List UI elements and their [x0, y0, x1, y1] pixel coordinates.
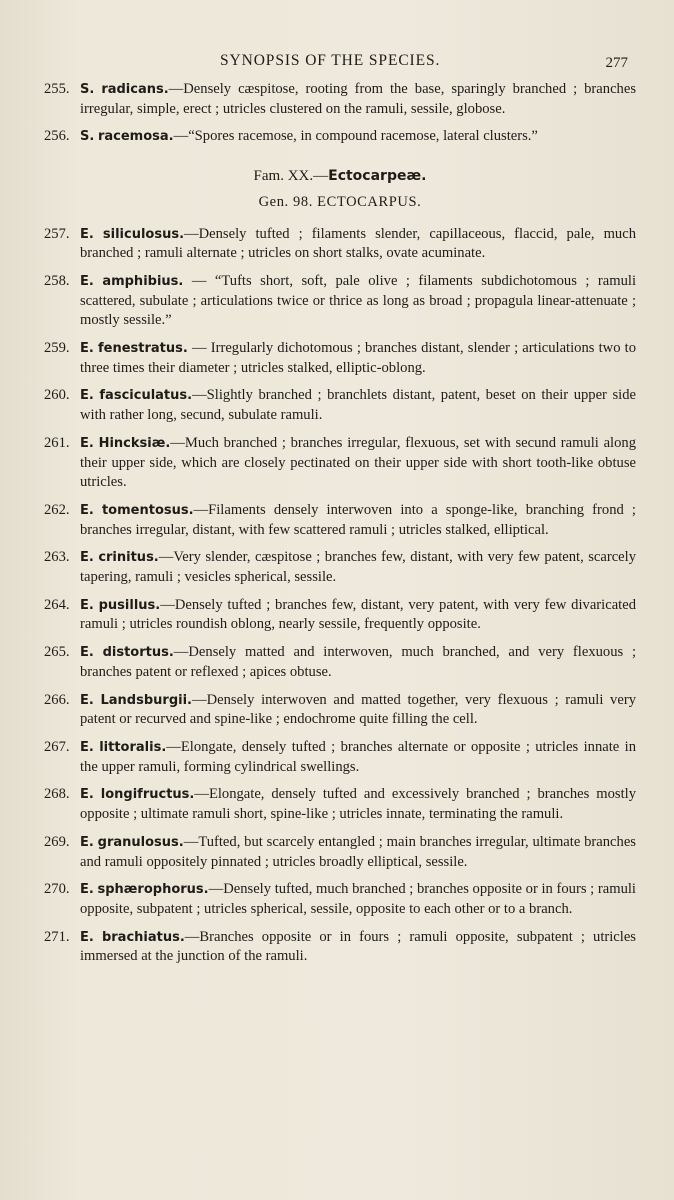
species-name: littoralis. [99, 739, 167, 755]
species-number: 255. [44, 81, 70, 97]
species-number: 271. [44, 928, 70, 945]
species-description [80, 691, 636, 730]
genus-abbrev: E. [80, 739, 94, 755]
species-entry [44, 225, 636, 264]
species-text: — “Tufts short, soft, pale olive ; filaments subdichotomous ; ramuli scattered, subulate ; articulations twice or thrice as long as broad ; propagula linear-attenuate ; mostly sessile.” [80, 272, 636, 329]
species-name: fasciculatus. [99, 388, 193, 404]
species-number: 258. [44, 272, 70, 289]
species-name: brachiatus. [101, 929, 185, 945]
species-text: —Slightly branched ; branchlets distant, patent, beset on their upper side with rather long, secund, subulate ramuli. [80, 387, 636, 424]
species-entry [44, 785, 636, 824]
species-entry [44, 548, 636, 587]
species-name: tomentosus. [101, 502, 194, 518]
species-number: 256. [44, 128, 70, 145]
species-text: —Tufted, but scarcely entangled ; main branches irregular, ultimate branches and ramuli oppositely pinnated ; utricles broadly elliptical, sessile. [80, 833, 636, 870]
genus-abbrev: E. [80, 929, 94, 945]
species-text: —Densely interwoven and matted together, very flexuous ; ramuli very patent or recurved and spine-like ; endochrome quite filling the cell. [80, 691, 636, 728]
genus-abbrev: E. [80, 273, 94, 289]
species-list-top [44, 80, 636, 147]
species-description [80, 127, 636, 147]
species-text: —Filaments densely interwoven into a sponge-like, branching frond ; branches irregular, distant, with few scattered ramuli ; utricles stalked, elliptical. [80, 501, 636, 538]
species-text: —Densely tufted ; filaments slender, capillaceous, flaccid, pale, much branched ; ramuli alternate ; utricles on short stalks, ovate acuminate. [80, 225, 636, 262]
running-title: SYNOPSIS OF THE SPECIES. [220, 52, 441, 69]
species-name: longifructus. [100, 787, 195, 803]
species-description [80, 596, 636, 635]
species-number: 261. [44, 434, 70, 451]
species-description [80, 833, 636, 872]
genus-abbrev: E. [80, 502, 94, 518]
species-description [80, 880, 636, 919]
species-text: —Elongate, densely tufted and excessively branched ; branches mostly opposite ; ultimate ramuli short, spine-like ; utricles innate, terminating the ramuli. [80, 786, 636, 823]
species-number: 267. [44, 738, 70, 755]
genus-abbrev: E. [80, 645, 94, 661]
family-prefix: Fam. XX.— [253, 168, 329, 185]
species-description [80, 548, 636, 587]
species-description [80, 80, 636, 119]
species-number: 263. [44, 549, 70, 566]
species-name: Hincksiæ. [98, 435, 171, 451]
species-list [44, 225, 636, 968]
species-number: 270. [44, 881, 70, 898]
species-text: —Branches opposite or in fours ; ramuli opposite, subpatent ; utricles immersed at the junction of the ramuli. [80, 928, 636, 965]
species-entry [44, 691, 636, 730]
species-entry [44, 596, 636, 635]
genus-abbrev: E. [80, 787, 94, 803]
species-number: 265. [44, 644, 70, 661]
species-name: amphibius. [102, 273, 184, 289]
species-entry [44, 833, 636, 872]
species-entry [44, 127, 636, 147]
genus-abbrev: E. [80, 692, 94, 708]
species-entry [44, 880, 636, 919]
species-text: —Densely tufted ; branches few, distant, very patent, with very few divaricated ramuli ; utricles roundish oblong, nearly sessile, frequently opposite. [80, 596, 636, 633]
species-entry [44, 643, 636, 682]
species-name: Landsburgii. [100, 692, 192, 708]
family-heading [44, 167, 636, 187]
species-name: sphærophorus. [97, 882, 209, 898]
genus-abbrev: E. [80, 597, 94, 613]
species-description [80, 434, 636, 493]
genus-abbrev: S. [80, 129, 95, 145]
species-description [80, 225, 636, 264]
species-text: —Densely tufted, much branched ; branches opposite or in fours ; ramuli opposite, subpatent ; utricles spherical, sessile, opposite to each other or to a branch. [80, 881, 636, 917]
species-text: — Irregularly dichotomous ; branches distant, slender ; articulations two to three times their diameter ; utricles stalked, elliptic-oblong. [80, 340, 637, 376]
species-entry [44, 80, 636, 119]
species-description [80, 738, 636, 777]
species-number: 259. [44, 340, 70, 357]
species-name: pusillus. [98, 597, 161, 613]
species-number: 268. [44, 786, 70, 803]
species-number: 264. [44, 596, 70, 613]
species-number: 260. [44, 387, 70, 404]
species-name: radicans. [101, 82, 169, 97]
species-entry [44, 386, 636, 425]
species-number: 266. [44, 691, 70, 708]
genus-abbrev: E. [80, 882, 94, 898]
genus-abbrev: S. [80, 82, 95, 97]
species-entry [44, 339, 636, 378]
page-number: 277 [605, 55, 628, 71]
species-number: 269. [44, 833, 70, 850]
species-name: distortus. [102, 645, 174, 661]
species-text: —“Spores racemose, in compound racemose, lateral clusters.” [173, 128, 538, 145]
genus-abbrev: E. [80, 388, 94, 404]
running-head [0, 52, 674, 76]
species-entry [44, 928, 636, 967]
species-number: 257. [44, 225, 70, 242]
species-description [80, 386, 636, 425]
family-name: Ectocarpeæ. [328, 168, 427, 185]
species-name: siliculosus. [102, 226, 185, 242]
body-text [44, 80, 636, 975]
species-text: —Densely cæspitose, rooting from the base, sparingly branched ; branches irregular, simple, erect ; utricles clustered on the ramuli, sessile, globose. [80, 81, 637, 117]
species-description [80, 272, 636, 331]
genus-heading: Gen. 98. ECTOCARPUS. [258, 193, 422, 210]
genus-abbrev: E. [80, 341, 94, 357]
species-name: granulosus. [97, 834, 184, 850]
genus-abbrev: E. [80, 550, 94, 566]
species-description [80, 643, 636, 682]
genus-abbrev: E. [80, 435, 94, 451]
species-entry [44, 738, 636, 777]
species-description [80, 928, 636, 967]
species-entry [44, 434, 636, 493]
species-name: racemosa. [97, 129, 174, 145]
genus-abbrev: E. [80, 226, 94, 242]
species-text: —Elongate, densely tufted ; branches alternate or opposite ; utricles innate in the upper ramuli, forming cylindrical swellings. [80, 738, 636, 775]
species-description [80, 785, 636, 824]
species-number: 262. [44, 501, 70, 518]
species-text: —Much branched ; branches irregular, flexuous, set with secund ramuli along their upper side, which are closely pectinated on their upper side with short tooth-like obtuse utricles. [80, 434, 636, 491]
species-text: —Densely matted and interwoven, much branched, and very flexuous ; branches patent or reflexed ; apices obtuse. [80, 644, 636, 680]
species-entry [44, 272, 636, 331]
species-name: fenestratus. [98, 341, 188, 357]
species-description [80, 501, 636, 540]
species-text: —Very slender, cæspitose ; branches few, distant, with very few patent, scarcely tapering, ramuli ; vesicles spherical, sessile. [80, 549, 636, 586]
species-entry [44, 501, 636, 540]
species-name: crinitus. [98, 550, 159, 566]
species-description [80, 339, 636, 378]
genus-abbrev: E. [80, 834, 94, 850]
